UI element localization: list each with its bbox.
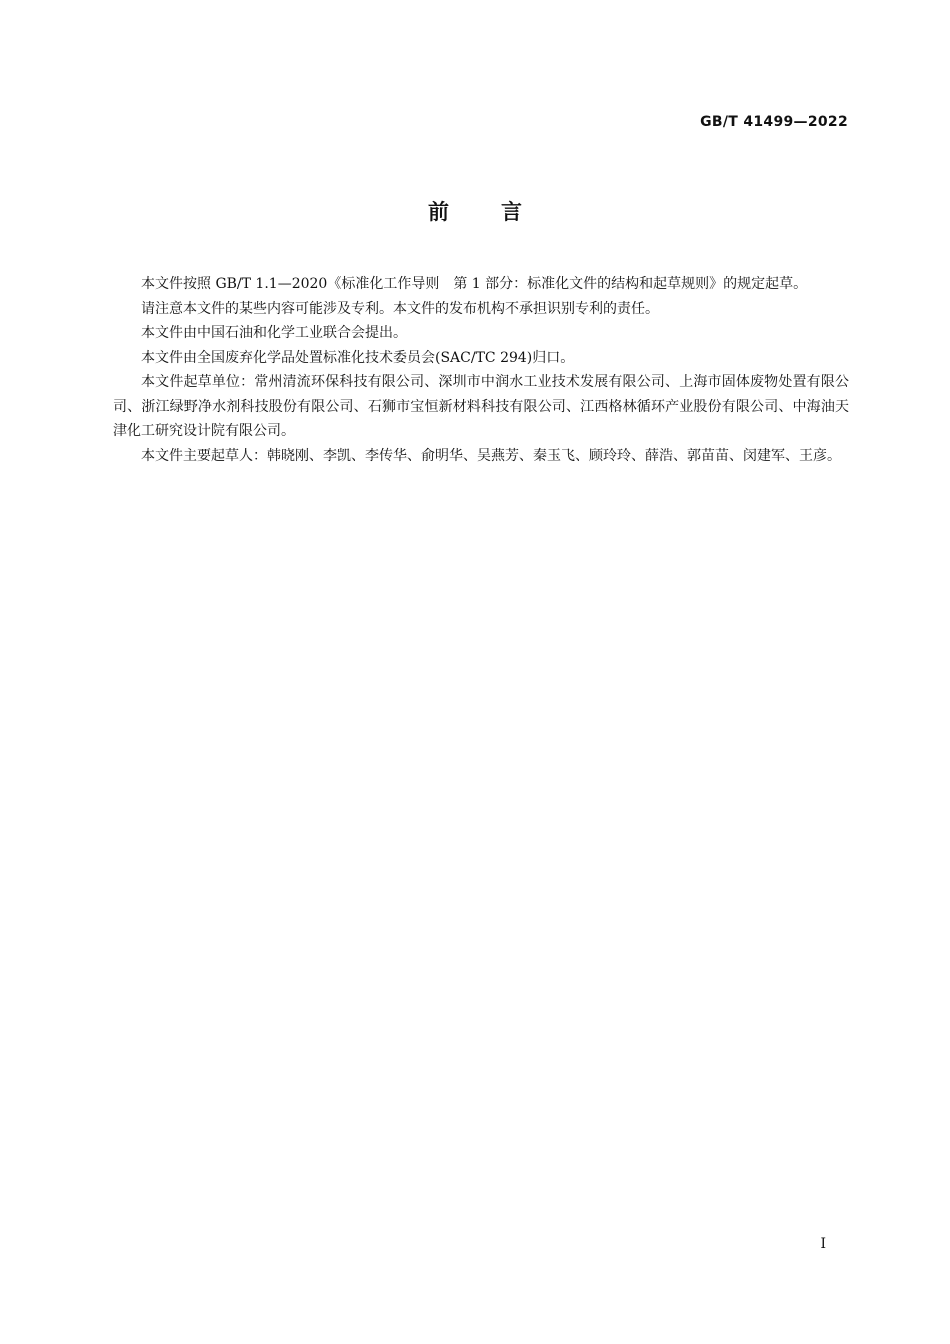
page-title-part-2: 言 bbox=[501, 200, 522, 224]
paragraph-drafting-rules: 本文件按照 GB/T 1.1—2020《标准化工作导则 第 1 部分：标准化文件的结构和起草规则》的规定起草。 bbox=[141, 276, 808, 292]
paragraph-main-drafters: 本文件主要起草人：韩晓刚、李凯、李传华、俞明华、吴燕芳、秦玉飞、顾玲玲、薛浩、郭苗苗、闵建军、王彦。 bbox=[141, 447, 841, 464]
paragraph-drafting-organizations: 本文件起草单位：常州清流环保科技有限公司、深圳市中润水工业技术发展有限公司、上海市固体废物处置有限公司、浙江绿野净水剂科技股份有限公司、石狮市宝恒新材料科技有限公司、江西格林循环产业股份有限公司、中海油天津化工研究设计院有限公司。 bbox=[113, 374, 849, 439]
paragraph-patent-notice: 请注意本文件的某些内容可能涉及专利。本文件的发布机构不承担识别专利的责任。 bbox=[141, 300, 659, 317]
foreword-body bbox=[113, 272, 849, 468]
paragraph-technical-committee: 本文件由全国废弃化学品处置标准化技术委员会(SAC/TC 294)归口。 bbox=[141, 349, 575, 366]
standard-number: GB/T 41499—2022 bbox=[700, 114, 848, 130]
page-title bbox=[0, 196, 950, 226]
page-number: I bbox=[820, 1236, 826, 1252]
paragraph-proposer: 本文件由中国石油和化学工业联合会提出。 bbox=[141, 325, 407, 341]
page-title-part-1: 前 bbox=[428, 200, 449, 224]
